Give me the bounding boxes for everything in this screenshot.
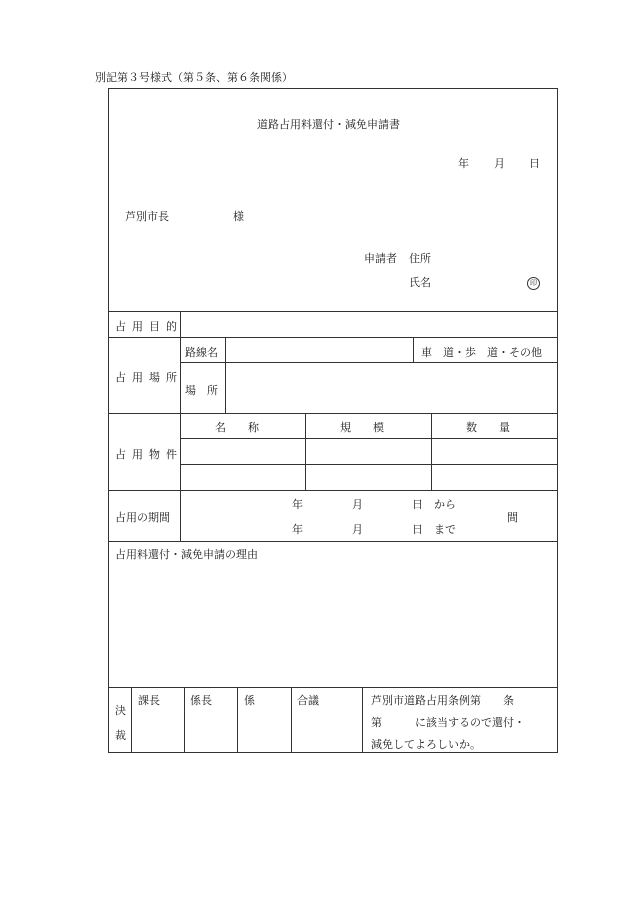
place-field[interactable] (227, 364, 556, 411)
applicant-label: 申請者 (364, 252, 397, 265)
approval-col-consultation: 合議 (297, 694, 319, 707)
rule-items-row1-bottom (180, 464, 558, 465)
rule-location-sublabel (225, 337, 226, 413)
rule-approval-col2 (237, 687, 238, 753)
location-label: 占用場所 (115, 371, 183, 384)
rule-period-bottom (108, 541, 558, 542)
approval-note-line1: 芦別市道路占用条例第 条 (371, 694, 514, 707)
route-name-label: 路線名 (185, 346, 218, 359)
items-header-quantity: 数 量 (466, 421, 510, 434)
rule-label-column (180, 311, 181, 541)
approval-col-subsection-chief: 係長 (190, 694, 212, 707)
addressee-name: 芦別市長 (125, 210, 169, 223)
period-to-year: 年 (292, 523, 303, 536)
rule-items-bottom (108, 490, 558, 491)
rule-items-header-bottom (180, 438, 558, 439)
rule-purpose-bottom (108, 337, 558, 338)
approval-label-2: 裁 (115, 729, 126, 742)
purpose-field[interactable] (182, 313, 556, 335)
period-to-month: 月 (352, 523, 363, 536)
approval-col-staff: 係 (244, 694, 255, 707)
rule-approval-col4 (362, 687, 363, 753)
period-from-year: 年 (292, 498, 303, 511)
reason-label: 占用料還付・減免申請の理由 (115, 548, 258, 561)
seal-icon: 印 (527, 277, 540, 290)
rule-items-col1 (305, 413, 306, 490)
rule-route-bottom (180, 362, 558, 363)
date-day-label: 日 (529, 157, 540, 170)
applicant-name-label: 氏名 (409, 276, 431, 289)
approval-note-line2: 第 に該当するので還付・ (371, 716, 525, 729)
period-to-suffix: まで (434, 523, 456, 536)
addressee-honorific: 様 (233, 210, 244, 223)
rule-items-col2 (431, 413, 432, 490)
approval-label-1: 決 (115, 704, 126, 717)
rule-route-divider (413, 337, 414, 362)
date-year-label: 年 (458, 157, 469, 170)
road-type-options[interactable]: 車 道・歩 道・その他 (421, 346, 542, 359)
period-from-day: 日 (412, 498, 423, 511)
place-label: 場 所 (185, 384, 218, 397)
date-month-label: 月 (494, 157, 505, 170)
rule-reason-bottom (108, 687, 558, 688)
rule-location-bottom (108, 413, 558, 414)
rule-approval-label (131, 687, 132, 753)
period-duration-suffix: 間 (507, 511, 518, 524)
form-reference: 別記第３号様式（第５条、第６条関係） (95, 71, 293, 84)
period-to-day: 日 (412, 523, 423, 536)
form-title: 道路占用料還付・減免申請書 (257, 118, 400, 131)
period-label: 占用の期間 (115, 511, 170, 524)
period-from-suffix: から (434, 498, 456, 511)
items-header-name: 名 称 (215, 421, 259, 434)
approval-note-line3: 減免してよろしいか。 (371, 738, 481, 751)
seal-mark (527, 275, 540, 290)
route-name-field[interactable] (227, 339, 411, 360)
rule-header-bottom (108, 311, 558, 312)
purpose-label: 占用目的 (115, 320, 183, 333)
applicant-address-label: 住所 (409, 252, 431, 265)
rule-approval-col3 (291, 687, 292, 753)
reason-field[interactable] (110, 563, 556, 685)
rule-approval-col1 (184, 687, 185, 753)
approval-col-section-chief: 課長 (138, 694, 160, 707)
items-header-scale: 規 模 (340, 421, 384, 434)
period-from-month: 月 (352, 498, 363, 511)
items-label: 占用物件 (115, 448, 183, 461)
